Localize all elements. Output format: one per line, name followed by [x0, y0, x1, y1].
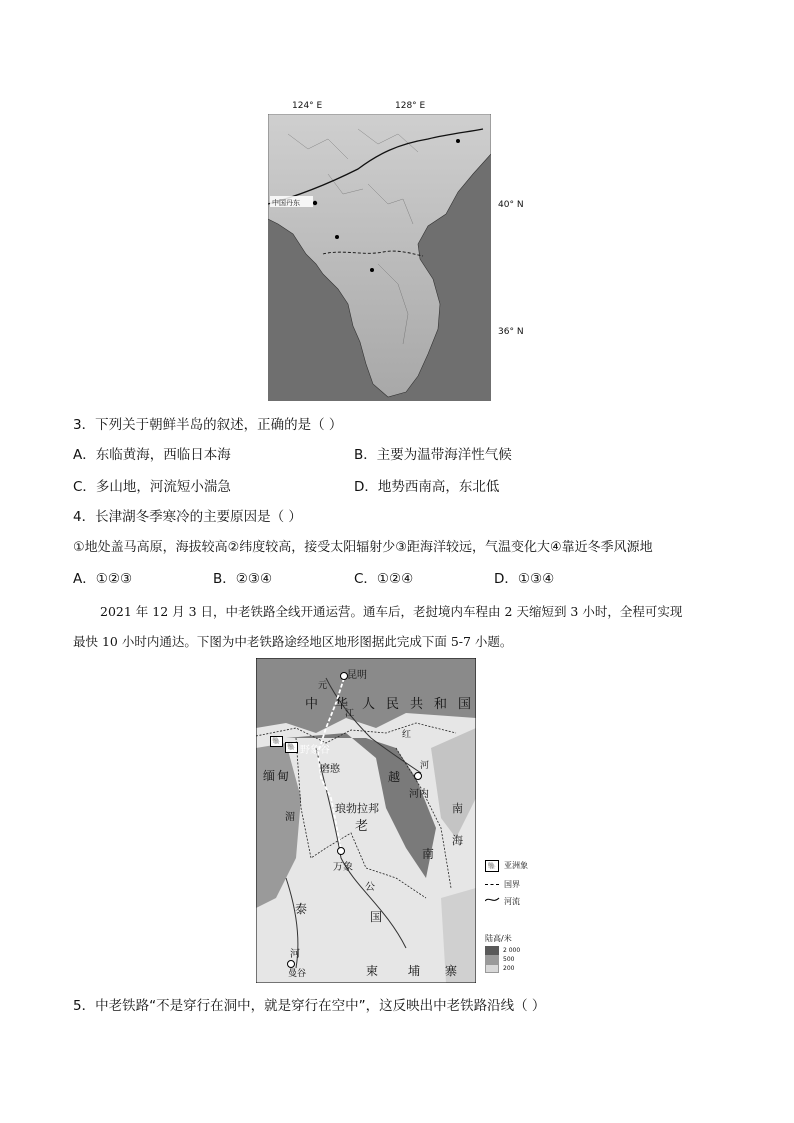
city-dot-seoul [370, 268, 374, 272]
q3-option-d: D．地势西南高，东北低 [354, 479, 500, 495]
q3-option-b: B．主要为温带海洋性气候 [354, 447, 512, 463]
passage-line-2: 最快 10 小时内通达。下图为中老铁路途经地区地形图据此完成下面 5-7 小题。 [73, 634, 513, 649]
region-south-china-sea-1: 南 [452, 802, 463, 815]
elephant-icon: 🐘 [270, 736, 283, 747]
q4-option-c: C．①②④ [354, 571, 414, 587]
lat-label-36: 36° N [498, 327, 524, 337]
river-mei: 湄 [285, 812, 295, 823]
legend-elev-200: 200 [503, 965, 515, 972]
legend-elev-swatch-mid [485, 955, 499, 964]
q4-stem: 4．长津湖冬季寒冷的主要原因是（ ） [73, 509, 302, 525]
country-char-1: 中 [305, 697, 319, 712]
legend-elev-2000: 2 000 [503, 947, 521, 954]
region-south-china-sea-2: 海 [452, 834, 463, 847]
city-dot-ne [456, 139, 460, 143]
legend-elev-swatch-high [485, 946, 499, 955]
passage-line-1: 2021 年 12 月 3 日，中老铁路全线开通运营。通车后，老挝境内车程由 2 天缩短到 3 小时，全程可实现 [100, 604, 683, 619]
city-luang-prabang: 琅勃拉邦 [335, 802, 379, 815]
legend-elephant-label: 亚洲象 [504, 861, 528, 870]
river-he-2: 河 [290, 949, 300, 960]
city-hanoi: 河内 [409, 789, 429, 800]
q4-option-d: D．①③④ [494, 571, 555, 587]
region-cambodia-2: 埔 [408, 964, 421, 978]
city-yexianggu: 野象谷 [300, 745, 330, 756]
q3-stem: 3．下列关于朝鲜半岛的叙述，正确的是（ ） [73, 417, 343, 433]
city-vientiane: 万象 [333, 862, 353, 873]
river-jiang: 江 [345, 709, 355, 719]
region-vietnam-2: 南 [422, 847, 435, 861]
q3-option-c: C．多山地，河流短小湍急 [73, 479, 231, 495]
elephant-icon: 🐘 [285, 742, 298, 753]
city-bangkok: 曼谷 [288, 969, 307, 979]
q4-option-a: A．①②③ [73, 571, 133, 587]
river-hong: 红 [402, 730, 412, 740]
region-thailand-2: 国 [370, 910, 383, 924]
q4-statements: ①地处盖马高原，海拔较高②纬度较高，接受太阳辐射少③距海洋较远，气温变化大④靠近冬季风源地 [73, 540, 653, 555]
region-laos: 老 [355, 819, 369, 834]
country-char-5: 共 [410, 697, 424, 712]
legend-elev-swatch-low [485, 964, 499, 973]
city-dot-pyongyang [335, 235, 339, 239]
legend-elev-500: 500 [503, 956, 515, 963]
dandong-dot [313, 201, 317, 205]
hanoi-dot [415, 773, 422, 780]
dandong-label: 中国丹东 [272, 199, 300, 207]
legend-elephant-icon: 🐘 [485, 860, 499, 872]
lon-label-128: 128° E [395, 101, 426, 111]
q3-option-a: A．东临黄海，西临日本海 [73, 447, 231, 463]
region-myanmar-2: 甸 [277, 769, 290, 783]
q4-option-b: B．②③④ [213, 571, 273, 587]
region-cambodia-3: 寨 [445, 964, 458, 978]
legend-elevation-title: 陆高/米 [485, 934, 512, 943]
city-mohan: 磨憨 [320, 764, 340, 775]
country-char-2: 华 [335, 697, 349, 712]
river-gong: 公 [365, 882, 375, 893]
legend-border-label: 国界 [504, 880, 520, 889]
country-char-3: 人 [362, 697, 376, 712]
korea-map [268, 114, 491, 401]
vientiane-dot [338, 848, 345, 855]
river-he: 河 [420, 761, 430, 771]
korea-map-svg [268, 114, 491, 401]
country-char-6: 和 [434, 697, 448, 712]
lon-label-124: 124° E [292, 101, 323, 111]
lat-label-40: 40° N [498, 200, 524, 210]
legend-river-label: 河流 [504, 897, 520, 906]
country-char-7: 国 [458, 697, 472, 712]
q5-stem: 5．中老铁路“不是穿行在洞中，就是穿行在空中”，这反映出中老铁路沿线（ ） [73, 998, 546, 1014]
country-char-4: 民 [386, 697, 400, 712]
river-yuan: 元 [318, 681, 328, 691]
region-vietnam-1: 越 [388, 770, 401, 784]
region-myanmar-1: 缅 [263, 769, 276, 783]
legend-border-icon [485, 884, 499, 885]
legend-river-icon [485, 896, 501, 904]
city-kunming: 昆明 [347, 670, 367, 681]
region-cambodia-1: 柬 [366, 964, 379, 978]
region-thailand-1: 泰 [295, 902, 308, 916]
